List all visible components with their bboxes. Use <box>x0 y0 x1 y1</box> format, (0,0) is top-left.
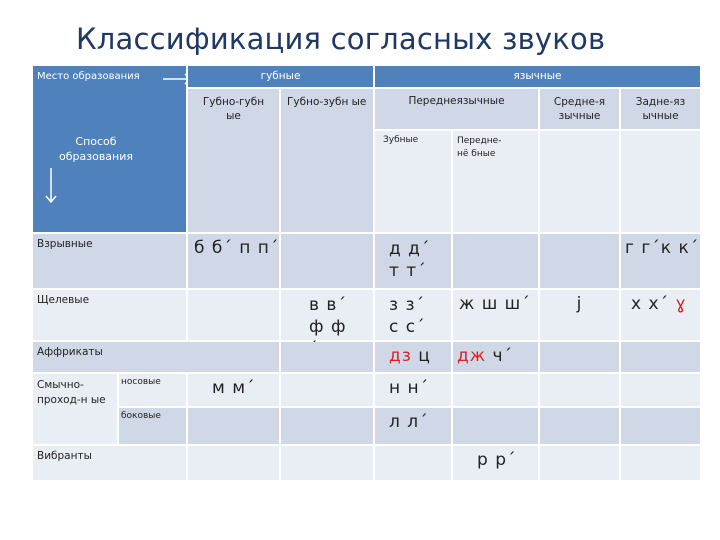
labiolabial-header: Губно-губн ые <box>188 89 279 232</box>
lateral-dental: л л´ <box>375 408 451 444</box>
nasal-palatal <box>453 374 538 406</box>
place-label: Место образования <box>37 71 140 82</box>
trill-labiodental <box>281 446 373 480</box>
lingual-header: язычные <box>375 66 700 87</box>
lateral-labiodental <box>281 408 373 444</box>
frontpalatal-header: Передне-нё бные <box>453 131 538 232</box>
fricative-back-extra: ɣ <box>675 294 687 314</box>
affricate-palatal-rest: ч´ <box>492 346 514 366</box>
trill-palatal: р р´ <box>453 446 538 480</box>
trill-labiolabial <box>188 446 279 480</box>
fricative-back-main: х х´ <box>631 294 670 314</box>
backlingual-subheader-empty <box>621 131 700 232</box>
fricative-palatal: ж ш ш´ <box>453 290 538 340</box>
plosive-labiodental <box>281 234 373 288</box>
plosive-palatal <box>453 234 538 288</box>
lateral-mid <box>540 408 619 444</box>
sonorant-label: Смычно-проход-н ые <box>33 374 117 444</box>
fricative-labiodental: в в´ ф ф <box>281 290 373 340</box>
fricative-labiolabial <box>188 290 279 340</box>
nasal-mid <box>540 374 619 406</box>
page-title: Классификация согласных звуков <box>76 22 606 56</box>
midlingual-subheader-empty <box>540 131 619 232</box>
trill-dental <box>375 446 451 480</box>
affricate-label: Аффрикаты <box>33 342 279 372</box>
plosive-labiolabial: б б´ п п´ <box>188 234 279 288</box>
header-corner-cell <box>33 66 186 232</box>
arrow-down-icon <box>43 166 59 206</box>
labiodental-header: Губно-зубн ые <box>281 89 373 232</box>
plosive-mid <box>540 234 619 288</box>
affricate-labiodental <box>281 342 373 372</box>
lateral-back <box>621 408 700 444</box>
affricate-dental-red: дз <box>389 346 412 366</box>
manner-label: Способ образования <box>59 135 133 163</box>
dental-header: Зубные <box>375 131 451 232</box>
fricative-dental: з з´ с с´ <box>375 290 451 340</box>
lateral-palatal <box>453 408 538 444</box>
plosive-dental: д д´ т т´ <box>375 234 451 288</box>
consonant-table <box>33 66 700 480</box>
trill-label: Вибранты <box>33 446 186 480</box>
lateral-labiolabial <box>188 408 279 444</box>
affricate-palatal-red: дж <box>457 346 487 366</box>
plosive-label: Взрывные <box>33 234 186 288</box>
frontlingual-header: Переднеязычные <box>375 89 538 129</box>
fricative-back <box>621 290 700 340</box>
fricative-mid: j <box>540 290 619 340</box>
nasal-labiodental <box>281 374 373 406</box>
nasal-back <box>621 374 700 406</box>
trill-back <box>621 446 700 480</box>
midlingual-header: Средне-я зычные <box>540 89 619 129</box>
affricate-palatal <box>453 342 538 372</box>
labial-header: губные <box>188 66 373 87</box>
nasal-label: носовые <box>119 374 186 406</box>
backlingual-header: Задне-яз ычные <box>621 89 700 129</box>
plosive-back: г г´к к´ <box>621 234 700 288</box>
nasal-labiolabial: м м´ <box>188 374 279 406</box>
affricate-mid <box>540 342 619 372</box>
affricate-dental <box>375 342 451 372</box>
affricate-back <box>621 342 700 372</box>
trill-mid <box>540 446 619 480</box>
affricate-dental-rest: ц <box>418 346 431 366</box>
nasal-dental: н н´ <box>375 374 451 406</box>
lateral-label: боковые <box>119 408 186 444</box>
fricative-label: Щелевые <box>33 290 186 340</box>
